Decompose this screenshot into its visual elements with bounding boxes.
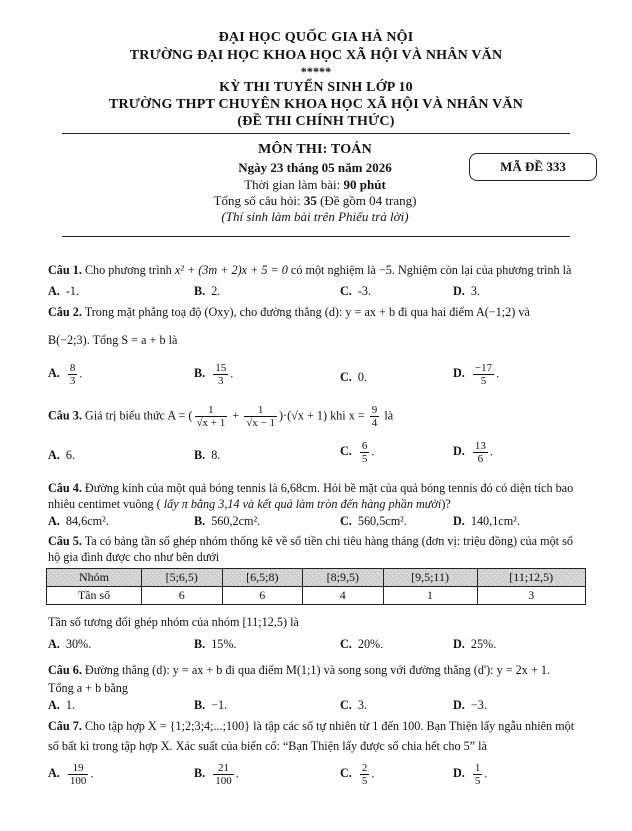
question-3-text-b: là bbox=[381, 408, 394, 423]
question-2-label: Câu 2. bbox=[48, 305, 82, 319]
q2-option-c[interactable] bbox=[340, 370, 367, 385]
option-value: 8. bbox=[211, 448, 221, 462]
option-value: −3. bbox=[470, 698, 487, 712]
question-3 bbox=[48, 404, 588, 429]
question-1-label: Câu 1. bbox=[48, 263, 82, 277]
option-label: A. bbox=[48, 366, 60, 381]
option-label: B. bbox=[194, 448, 206, 462]
q5-option-c[interactable] bbox=[340, 637, 383, 652]
question-1-text-b: có một nghiệm là −5. Nghiệm còn lại của phương trình là bbox=[287, 263, 572, 277]
option-value: 30%. bbox=[65, 637, 92, 651]
table-header-cell: Nhóm bbox=[47, 569, 142, 587]
option-value: 140,1cm². bbox=[470, 514, 520, 528]
q2-option-d[interactable]: D. $\frac{-17}{5}$ . bbox=[453, 362, 500, 387]
q3-option-b[interactable] bbox=[194, 448, 220, 463]
question-7-label: Câu 7. bbox=[48, 719, 82, 733]
fraction: $\frac{-17}{5}$ bbox=[474, 362, 493, 387]
option-label: B. bbox=[194, 284, 206, 298]
school-name: TRƯỜNG ĐẠI HỌC KHOA HỌC XÃ HỘI VÀ NHÂN VĂN bbox=[129, 48, 503, 63]
q7-option-d[interactable]: D. $\frac{1}{5}$ . bbox=[453, 762, 488, 787]
q1-option-d[interactable] bbox=[453, 284, 480, 299]
question-2-text-a: Trong mặt phẳng toạ độ (Oxy), cho đường thẳng (d): y = ax + b đi qua hai điểm A(−1;2) và bbox=[81, 305, 530, 319]
table-cell: 1 bbox=[383, 587, 477, 605]
question-5-line-2 bbox=[48, 549, 588, 565]
table-cell: 4 bbox=[303, 587, 384, 605]
header-rule bbox=[62, 133, 570, 134]
table-header-cell: [6,5;8) bbox=[222, 569, 303, 587]
q2-option-a[interactable]: A. $\frac{8}{3}$ . bbox=[48, 362, 83, 387]
q5-option-a[interactable] bbox=[48, 637, 91, 652]
option-label: C. bbox=[340, 766, 352, 781]
question-6-label: Câu 6. bbox=[48, 663, 82, 677]
university-name: ĐẠI HỌC QUỐC GIA HÀ NỘI bbox=[218, 30, 414, 45]
question-4-text-c: )? bbox=[441, 497, 451, 511]
question-5-text-a: Ta có bảng tần số ghép nhóm thống kê về số tiền chi tiêu hàng tháng (đơn vị: triệu đồng) của một số bbox=[81, 534, 573, 548]
option-value: 15%. bbox=[211, 637, 237, 651]
q3-option-d[interactable]: D. $\frac{13}{6}$ . bbox=[453, 440, 493, 465]
question-6-text-b: Tổng a + b bằng bbox=[48, 681, 128, 695]
question-7 bbox=[48, 718, 588, 734]
question-2-line-2 bbox=[48, 332, 588, 348]
option-label: C. bbox=[340, 514, 352, 528]
option-label: B. bbox=[194, 637, 206, 651]
question-1-text-a: Cho phương trình bbox=[81, 263, 175, 277]
fraction: $\frac{1}{√x - 1}$ bbox=[246, 404, 275, 429]
question-5-line-3 bbox=[48, 614, 588, 630]
question-6-line-2 bbox=[48, 680, 588, 696]
option-label: D. bbox=[453, 444, 465, 459]
exam-date: Ngày 23 tháng 05 năm 2026 bbox=[238, 160, 392, 175]
question-4-text-italic: lấy π bằng 3,14 và kết quả làm tròn đến hàng phần mười bbox=[163, 497, 442, 511]
table-cell: 3 bbox=[477, 587, 586, 605]
question-4-text-a: Đường kính của một quả bóng tennis là 6,68cm. Hỏi bề mặt của quả bóng tennis đó có diện tích bao bbox=[81, 481, 574, 495]
fraction: $\frac{1}{√x + 1}$ bbox=[196, 404, 226, 429]
q6-option-b[interactable] bbox=[194, 698, 227, 713]
question-2 bbox=[48, 304, 588, 320]
question-4 bbox=[48, 480, 588, 496]
q4-option-d[interactable] bbox=[453, 514, 520, 529]
table-row bbox=[47, 587, 586, 605]
option-label: C. bbox=[340, 698, 352, 712]
option-label: D. bbox=[453, 766, 465, 781]
q3-option-c[interactable]: C. $\frac{6}{5}$ . bbox=[340, 440, 375, 465]
question-4-label: Câu 4. bbox=[48, 481, 82, 495]
subject-title: MÔN THI: TOÁN bbox=[258, 142, 372, 157]
question-5-label: Câu 5. bbox=[48, 534, 82, 548]
table-cell: 6 bbox=[222, 587, 303, 605]
question-6 bbox=[48, 662, 588, 678]
exam-code-box: MÃ ĐỀ 333 bbox=[469, 153, 597, 181]
question-3-text-mid: )·(√x + 1) khi x = bbox=[278, 408, 368, 423]
option-value: 6. bbox=[65, 448, 75, 462]
option-value: 3. bbox=[357, 698, 367, 712]
table-header-cell: [8;9,5) bbox=[303, 569, 384, 587]
option-value: -3. bbox=[357, 284, 372, 298]
option-value: 20%. bbox=[357, 637, 384, 651]
fraction: $\frac{19}{100}$ bbox=[69, 762, 87, 787]
option-label: A. bbox=[48, 766, 60, 781]
fraction: $\frac{21}{100}$ bbox=[215, 762, 232, 787]
q4-option-c[interactable] bbox=[340, 514, 407, 529]
question-count-suffix: (Đề gồm 04 trang) bbox=[316, 193, 417, 208]
option-label: B. bbox=[194, 766, 206, 781]
option-value: 3. bbox=[470, 284, 480, 298]
option-value: 2. bbox=[211, 284, 221, 298]
q4-option-a[interactable] bbox=[48, 514, 109, 529]
fraction: $\frac{15}{3}$ bbox=[215, 362, 227, 387]
q1-option-a[interactable] bbox=[48, 284, 79, 299]
info-rule bbox=[62, 236, 570, 237]
question-4-line-2 bbox=[48, 496, 588, 512]
option-label: C. bbox=[340, 444, 352, 459]
q5-option-b[interactable] bbox=[194, 637, 237, 652]
q5-option-d[interactable] bbox=[453, 637, 496, 652]
question-4-text-b: nhiêu centimet vuông ( bbox=[48, 497, 164, 511]
option-value: -1. bbox=[65, 284, 80, 298]
option-value: 560,5cm². bbox=[357, 514, 407, 528]
q7-option-c[interactable]: C. $\frac{2}{5}$ . bbox=[340, 762, 375, 787]
option-label: B. bbox=[194, 698, 206, 712]
option-label: D. bbox=[453, 514, 465, 528]
option-label: A. bbox=[48, 448, 60, 462]
option-label: A. bbox=[48, 637, 60, 651]
table-header-row bbox=[47, 569, 586, 587]
duration-value: 90 phút bbox=[343, 177, 386, 192]
duration-label: Thời gian làm bài: bbox=[244, 177, 344, 192]
fraction: $\frac{1}{5}$ bbox=[474, 762, 481, 787]
exam-title: KỲ THI TUYỂN SINH LỚP 10 bbox=[219, 80, 413, 95]
option-label: A. bbox=[48, 284, 60, 298]
option-label: C. bbox=[340, 284, 352, 298]
plus-sign: + bbox=[229, 408, 243, 423]
q6-option-c[interactable] bbox=[340, 698, 367, 713]
question-5 bbox=[48, 533, 588, 549]
question-6-text-a: Đường thẳng (d): y = ax + b đi qua điểm M(1;1) và song song với đường thẳng (d'): y = 2x + 1. bbox=[81, 663, 550, 677]
option-label: D. bbox=[453, 698, 465, 712]
question-count bbox=[180, 193, 450, 209]
q7-option-b[interactable]: B. $\frac{21}{100}$ . bbox=[194, 762, 239, 787]
frequency-table bbox=[46, 568, 586, 605]
q6-option-d[interactable] bbox=[453, 698, 487, 713]
table-header-cell: [9,5;11) bbox=[383, 569, 477, 587]
option-value: 84,6cm². bbox=[65, 514, 109, 528]
answer-sheet-note: (Thí sinh làm bài trên Phiếu trả lời) bbox=[221, 209, 409, 224]
fraction: $\frac{8}{3}$ bbox=[69, 362, 76, 387]
question-3-label: Câu 3. bbox=[48, 408, 82, 423]
fraction: $\frac{9}{4}$ bbox=[371, 404, 378, 429]
option-label: B. bbox=[194, 514, 206, 528]
question-3-text-a: Giá trị biểu thức A = ( bbox=[81, 408, 193, 423]
q2-option-b[interactable]: B. $\frac{15}{3}$ . bbox=[194, 362, 234, 387]
q7-option-a[interactable]: A. $\frac{19}{100}$ . bbox=[48, 762, 94, 787]
q4-option-b[interactable] bbox=[194, 514, 260, 529]
question-5-text-c: Tần số tương đối ghép nhóm của nhóm [11;12,5) là bbox=[48, 615, 299, 629]
question-1-equation: x² + (3m + 2)x + 5 = 0 bbox=[174, 263, 288, 277]
question-7-text-a: Cho tập hợp X = {1;2;3;4;...;100} là tập các số tự nhiên từ 1 đến 100. Bạn Thiện lấy ngẫu nhiên một bbox=[81, 719, 575, 733]
option-value: 1. bbox=[65, 698, 75, 712]
q1-option-b[interactable] bbox=[194, 284, 220, 299]
table-header-cell: [5;6,5) bbox=[142, 569, 223, 587]
option-value: 25%. bbox=[470, 637, 497, 651]
question-2-text-b: B(−2;3). Tổng S = a + b là bbox=[48, 333, 178, 347]
stars-divider: ***** bbox=[300, 65, 332, 79]
table-cell: 6 bbox=[142, 587, 223, 605]
q3-option-a[interactable] bbox=[48, 448, 75, 463]
option-label: B. bbox=[194, 366, 206, 381]
option-label: A. bbox=[48, 698, 60, 712]
exam-duration bbox=[200, 177, 430, 193]
option-label: A. bbox=[48, 514, 60, 528]
option-label: C. bbox=[340, 637, 352, 651]
option-label: D. bbox=[453, 637, 465, 651]
table-header-cell: [11;12,5) bbox=[477, 569, 586, 587]
fraction: $\frac{6}{5}$ bbox=[361, 440, 368, 465]
option-label: D. bbox=[453, 284, 465, 298]
fraction: $\frac{2}{5}$ bbox=[361, 762, 368, 787]
option-value: 560,2cm². bbox=[211, 514, 261, 528]
question-1 bbox=[48, 262, 588, 278]
option-label: C. bbox=[340, 370, 352, 384]
question-7-text-b: số bất kì trong tập hợp X. Xác suất của biến cố: “Bạn Thiện lấy được số chia hết cho 5” là bbox=[48, 739, 487, 753]
question-count-value: 35 bbox=[303, 193, 317, 208]
option-label: D. bbox=[453, 366, 465, 381]
high-school-name: TRƯỜNG THPT CHUYÊN KHOA HỌC XÃ HỘI VÀ NHÂN VĂN bbox=[108, 97, 524, 112]
fraction: $\frac{13}{6}$ bbox=[474, 440, 486, 465]
q6-option-a[interactable] bbox=[48, 698, 75, 713]
option-value: −1. bbox=[211, 698, 228, 712]
table-cell: Tần số bbox=[47, 587, 142, 605]
official-label: (ĐỀ THI CHÍNH THỨC) bbox=[237, 114, 395, 129]
q1-option-c[interactable] bbox=[340, 284, 371, 299]
question-7-line-2 bbox=[48, 738, 588, 754]
question-5-text-b: hộ gia đình được cho như bên dưới bbox=[48, 550, 220, 564]
option-value: 0. bbox=[357, 370, 367, 384]
question-count-label: Tổng số câu hỏi: bbox=[213, 193, 304, 208]
